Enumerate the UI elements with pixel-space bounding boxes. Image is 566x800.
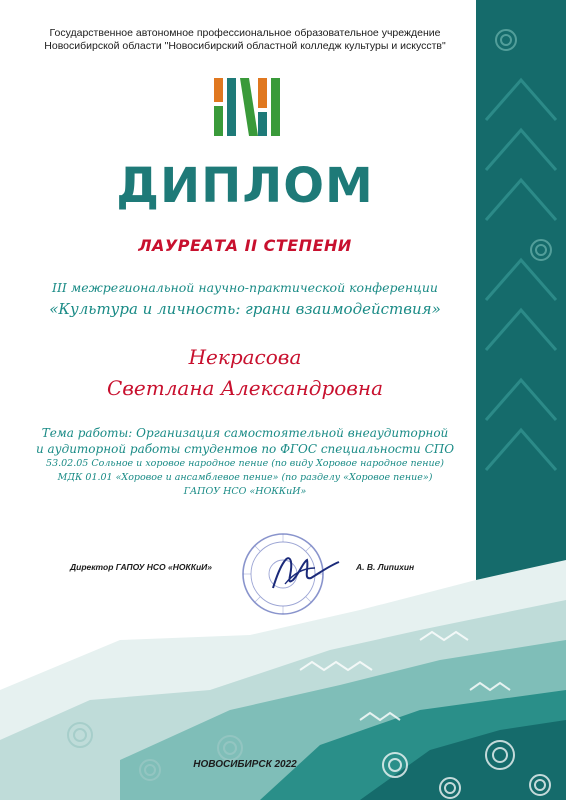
institution-header bbox=[20, 27, 470, 53]
header-line-2: Новосибирской области "Новосибирский областной колледж культуры и искусств" bbox=[44, 40, 446, 52]
topic-line-1: Тема работы: Организация самостоятельной внеаудиторной bbox=[41, 426, 449, 440]
director-position: Директор ГАПОУ НСО «НОККиИ» bbox=[70, 562, 212, 572]
recipient-name bbox=[20, 342, 470, 404]
conference-theme: «Культура и личность: грани взаимодействия» bbox=[49, 300, 441, 318]
topic-line-2: и аудиторной работы студентов по ФГОС специальности СПО bbox=[35, 442, 455, 456]
topic-course: МДК 01.01 «Хоровое и ансамблевое пение» (по разделу «Хоровое пение») bbox=[57, 472, 433, 483]
diploma-title: ДИПЛОМ bbox=[116, 158, 374, 214]
topic-specialty: 53.02.05 Сольное и хоровое народное пение (по виду Хоровое народное пение) bbox=[46, 458, 444, 469]
college-logo bbox=[214, 78, 284, 136]
header-line-1: Государственное автономное профессиональное образовательное учреждение bbox=[49, 27, 441, 39]
director-name: А. В. Липихин bbox=[356, 562, 415, 572]
conference-block bbox=[20, 280, 470, 320]
recipient-surname: Некрасова bbox=[188, 345, 302, 369]
official-stamp bbox=[233, 522, 345, 622]
topic-institution: ГАПОУ НСО «НОККиИ» bbox=[183, 486, 307, 497]
conference-name: III межрегиональной научно-практической конференции bbox=[52, 280, 438, 295]
work-topic bbox=[20, 425, 470, 499]
recipient-given-names: Светлана Александровна bbox=[106, 376, 384, 400]
city-year: НОВОСИБИРСК 2022 bbox=[193, 759, 297, 770]
laureate-degree: ЛАУРЕАТА II СТЕПЕНИ bbox=[138, 236, 352, 255]
